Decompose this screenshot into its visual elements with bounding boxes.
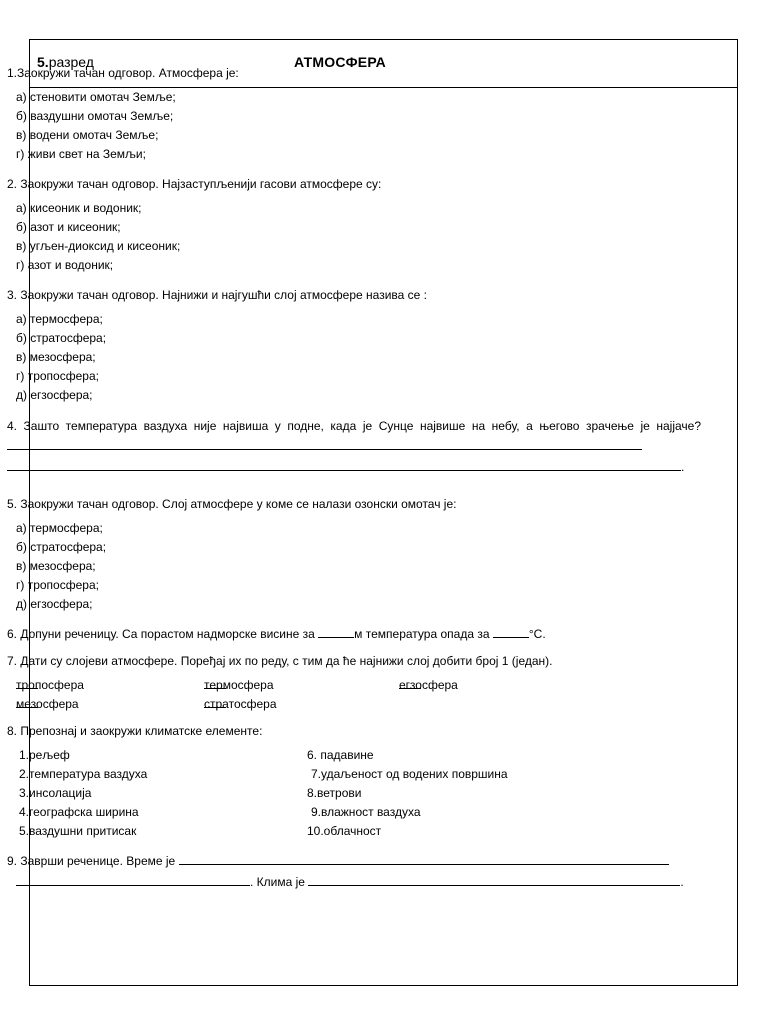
option[interactable]: г) тропосфера; xyxy=(16,578,99,592)
answer-line[interactable] xyxy=(7,458,681,471)
worksheet-content xyxy=(7,64,701,892)
question-1: 1.Заокружи тачан одговор. Атмосфера је: xyxy=(7,66,239,80)
question-7: 7. Дати су слојеви атмосфере. Поређај их по реду, с тим да ће најнижи слој добити број 1 (један). xyxy=(7,654,553,668)
question-6: 6. Допуни реченицу. Са порастом надморске висине за м температура опада за °C. xyxy=(7,627,546,641)
question-2: 2. Заокружи тачан одговор. Најзаступљенији гасови атмосфере су: xyxy=(7,177,382,191)
question-4-answer: . xyxy=(7,458,701,477)
climate-item[interactable]: 6. падавине xyxy=(307,748,374,762)
climate-item[interactable]: 2.температура ваздуха xyxy=(19,767,148,781)
answer-line[interactable] xyxy=(308,873,680,886)
option[interactable]: а) стеновити омотач Земље; xyxy=(16,90,176,104)
climate-item[interactable]: 8.ветрови xyxy=(307,786,362,800)
question-1-options xyxy=(16,88,701,164)
question-3-options xyxy=(16,310,701,405)
option[interactable]: г) тропосфера; xyxy=(16,369,99,383)
option[interactable]: б) стратосфера; xyxy=(16,331,107,345)
option[interactable]: г) азот и водоник; xyxy=(16,258,114,272)
option[interactable]: г) живи свет на Земљи; xyxy=(16,147,146,161)
option[interactable]: д) егзосфера; xyxy=(16,597,93,611)
option[interactable]: б) стратосфера; xyxy=(16,540,107,554)
answer-blank[interactable] xyxy=(318,625,354,638)
question-9: 9. Заврши реченице. Време је xyxy=(7,852,701,871)
question-7-items: тропосфера термосфера егзосфера мезосфера стратосфера xyxy=(16,678,458,711)
answer-line[interactable] xyxy=(179,852,669,865)
option[interactable]: а) термосфера; xyxy=(16,312,103,326)
climate-item[interactable]: 1.рељеф xyxy=(19,748,70,762)
question-3: 3. Заокружи тачан одговор. Најнижи и најгушћи слој атмосфере назива се : xyxy=(7,288,427,302)
climate-item[interactable]: 10.облачност xyxy=(307,824,382,838)
climate-item[interactable]: 5.ваздушни притисак xyxy=(19,824,137,838)
answer-line[interactable] xyxy=(16,873,250,886)
question-9-answer: . Клима је . xyxy=(16,873,701,892)
question-5: 5. Заокружи тачан одговор. Слој атмосфере у коме се налази озонски омотач је: xyxy=(7,497,457,511)
option[interactable]: б) ваздушни омотач Земље; xyxy=(16,109,174,123)
question-8-items xyxy=(19,746,701,846)
answer-blank[interactable] xyxy=(493,625,529,638)
answer-line[interactable] xyxy=(7,437,642,450)
option[interactable]: д) егзосфера; xyxy=(16,388,93,402)
question-5-options xyxy=(16,519,701,614)
grade-label: 5.разред xyxy=(37,54,94,70)
option[interactable]: а) кисеоник и водоник; xyxy=(16,201,142,215)
option[interactable]: а) термосфера; xyxy=(16,521,103,535)
climate-item[interactable]: 9.влажност ваздуха xyxy=(311,805,421,819)
option[interactable]: в) водени омотач Земље; xyxy=(16,128,159,142)
option[interactable]: б) азот и кисеоник; xyxy=(16,220,121,234)
option[interactable]: в) мезосфера; xyxy=(16,350,96,364)
question-8: 8. Препознај и заокружи климатске елементе: xyxy=(7,724,263,738)
option[interactable]: в) мезосфера; xyxy=(16,559,96,573)
question-4: 4. Зашто температура ваздуха није највиша у подне, када је Сунце највише на небу, а његово зрачење је најјаче? xyxy=(7,416,701,456)
climate-item[interactable]: 3.инсолација xyxy=(19,786,92,800)
question-2-options xyxy=(16,199,701,275)
worksheet-title: АТМОСФЕРА xyxy=(294,54,386,70)
option[interactable]: в) угљен-диоксид и кисеоник; xyxy=(16,239,181,253)
climate-item[interactable]: 7.удаљеност од водених површина xyxy=(311,767,508,781)
climate-item[interactable]: 4.географска ширина xyxy=(19,805,139,819)
